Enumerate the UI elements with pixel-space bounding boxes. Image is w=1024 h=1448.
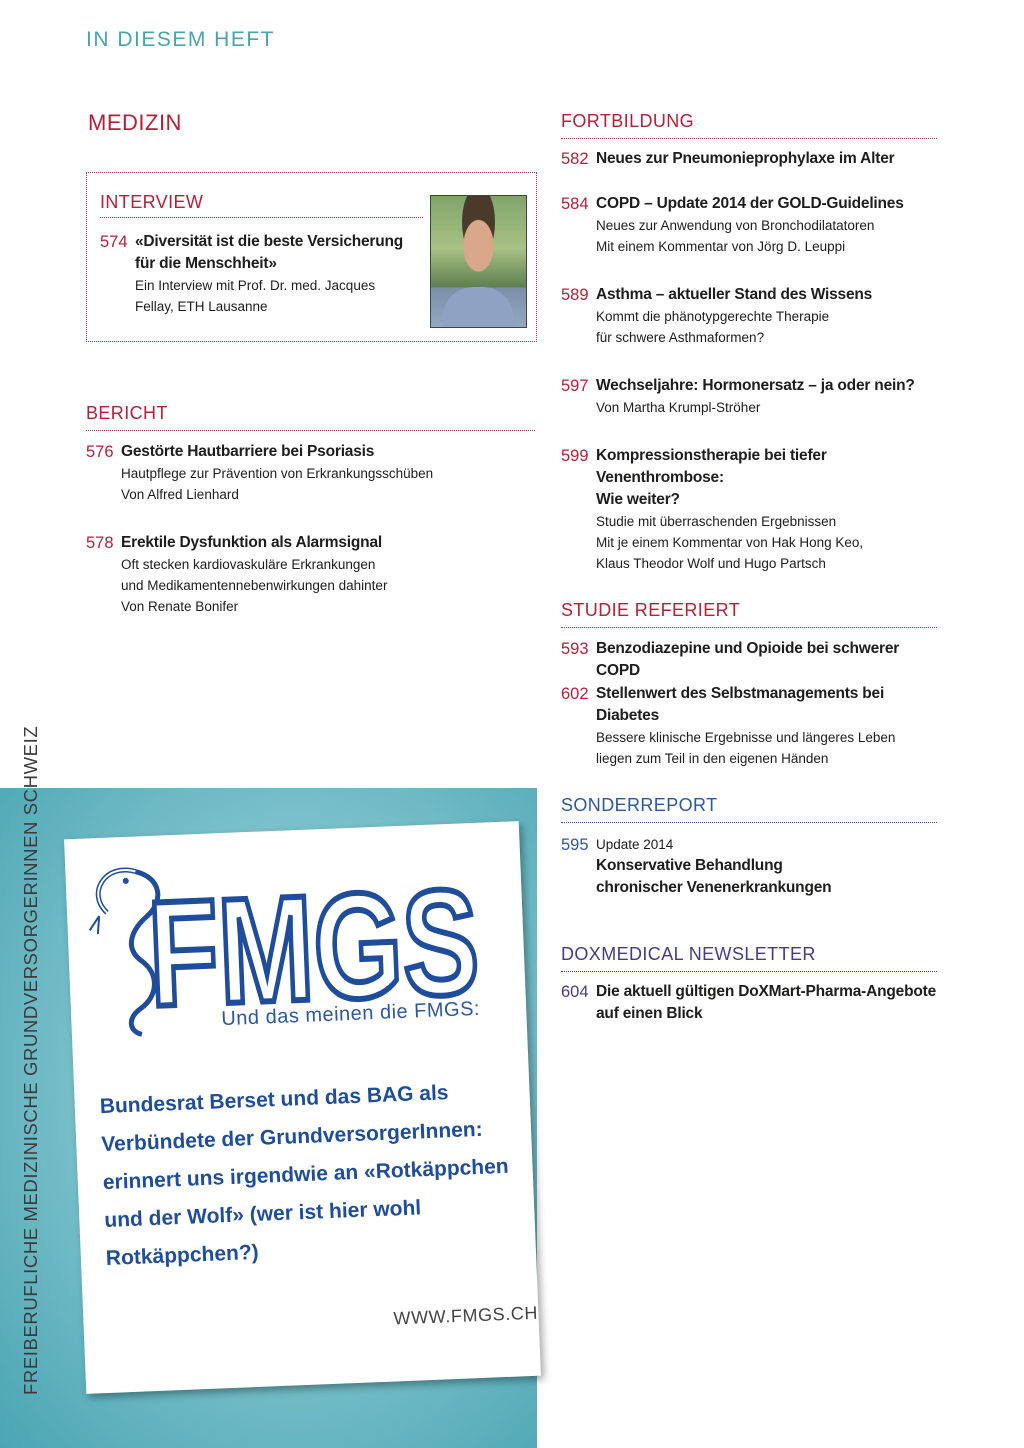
entry-subtitle: Kommt die phänotypgerechte Therapie [596, 309, 830, 324]
section-sonderreport: SONDERREPORT [561, 795, 937, 823]
entry-subtitle: für schwere Asthmaformen? [596, 330, 765, 345]
entry-subtitle: Ein Interview mit Prof. Dr. med. Jacques [135, 278, 376, 293]
page-number: 604 [561, 983, 589, 1001]
page-number: 589 [561, 286, 589, 304]
ad-vertical-text: FREIBERUFLICHE MEDIZINISCHE GRUNDVERSORGERINNEN SCHWEIZ [20, 725, 41, 1395]
entry-author: Von Martha Krumpl-Ströher [596, 400, 761, 415]
entry-title: Konservative Behandlung [596, 857, 783, 874]
fmgs-ad-card[interactable] [64, 821, 541, 1394]
page-number: 602 [561, 685, 589, 703]
entry-subtitle: Hautpflege zur Prävention von Erkrankungsschüben [121, 466, 434, 481]
section-bericht: BERICHT [86, 403, 535, 431]
section-medizin: MEDIZIN [88, 110, 182, 135]
entry-subtitle: und Medikamentennebenwirkungen dahinter [121, 578, 388, 593]
page-number: 574 [100, 233, 128, 251]
entry-subtitle: Bessere klinische Ergebnisse und längeres Leben [596, 730, 896, 745]
entry-title-cont: Wie weiter? [596, 491, 680, 508]
entry-author: Von Renate Bonifer [121, 599, 239, 614]
entry-title-cont: auf einen Blick [596, 1005, 703, 1022]
toc-entry-584[interactable] [561, 193, 941, 257]
toc-entry-593[interactable] [561, 638, 941, 682]
page-number: 593 [561, 640, 589, 658]
section-studie-referiert: STUDIE REFERIERT [561, 600, 937, 628]
page-header: IN DIESEM HEFT [86, 28, 276, 51]
entry-title: Neues zur Pneumonieprophylaxe im Alter [596, 150, 895, 167]
page-number: 584 [561, 195, 589, 213]
entry-subtitle: Studie mit überraschenden Ergebnissen [596, 514, 837, 529]
entry-subtitle: liegen zum Teil in den eigenen Händen [596, 751, 829, 766]
ad-tagline: Und das meinen die FMGS: [220, 997, 481, 1031]
section-interview: INTERVIEW [100, 192, 423, 218]
toc-entry-582[interactable] [561, 148, 941, 170]
toc-entry-576[interactable] [86, 441, 536, 505]
interview-portrait [430, 195, 527, 328]
entry-subtitle: Klaus Theodor Wolf und Hugo Partsch [596, 556, 826, 571]
entry-title: Kompressionstherapie bei tiefer Venenthrombose: [596, 447, 827, 486]
page-number: 597 [561, 377, 589, 395]
page-number: 582 [561, 150, 589, 168]
toc-entry-604[interactable] [561, 981, 941, 1025]
toc-entry-595[interactable] [561, 834, 941, 899]
entry-title: Erektile Dysfunktion als Alarmsignal [121, 534, 382, 551]
page-number: 599 [561, 447, 589, 465]
entry-pretitle: Update 2014 [596, 837, 674, 852]
entry-title-cont: für die Menschheit» [135, 255, 277, 272]
toc-entry-599[interactable] [561, 445, 951, 574]
toc-entry-597[interactable] [561, 375, 941, 418]
entry-subtitle: Mit einem Kommentar von Jörg D. Leuppi [596, 239, 846, 254]
entry-title-cont: chronischer Venenerkrankungen [596, 879, 832, 896]
entry-subtitle: Neues zur Anwendung von Bronchodilatatoren [596, 218, 875, 233]
entry-subtitle: Oft stecken kardiovaskuläre Erkrankungen [121, 557, 376, 572]
entry-subtitle: Fellay, ETH Lausanne [135, 299, 268, 314]
logo-text: FMGS [145, 852, 522, 1038]
entry-title: Benzodiazepine und Opioide bei schwerer COPD [596, 640, 900, 679]
ad-url-link[interactable]: WWW.FMGS.CH [393, 1302, 539, 1329]
entry-subtitle: Mit je einem Kommentar von Hak Hong Keo, [596, 535, 864, 550]
section-fortbildung: FORTBILDUNG [561, 111, 937, 139]
entry-title: Gestörte Hautbarriere bei Psoriasis [121, 443, 375, 460]
entry-title: Stellenwert des Selbstmanagements bei Diabetes [596, 685, 885, 724]
toc-entry-578[interactable] [86, 532, 536, 617]
entry-title: Die aktuell gültigen DoXMart-Pharma-Angebote [596, 983, 936, 1000]
page-number: 576 [86, 443, 114, 461]
entry-author: Von Alfred Lienhard [121, 487, 239, 502]
ad-message: Bundesrat Berset und das BAG als Verbündete der GrundversorgerInnen: erinnert uns irgendwie an «Rotkäppchen und der Wolf» (wer ist hier wohl Rotkäppchen?) [99, 1081, 510, 1271]
toc-entry-574[interactable] [100, 231, 420, 317]
page-number: 578 [86, 534, 114, 552]
page-number: 595 [561, 836, 589, 854]
toc-entry-602[interactable] [561, 683, 941, 769]
entry-title: Asthma – aktueller Stand des Wissens [596, 286, 873, 303]
entry-title: «Diversität ist die beste Versicherung [135, 233, 404, 250]
entry-title: COPD – Update 2014 der GOLD-Guidelines [596, 195, 904, 212]
entry-title: Wechseljahre: Hormonersatz – ja oder nein? [596, 377, 915, 394]
section-doxmedical-newsletter: DOXMEDICAL NEWSLETTER [561, 944, 937, 972]
toc-entry-589[interactable] [561, 284, 941, 348]
